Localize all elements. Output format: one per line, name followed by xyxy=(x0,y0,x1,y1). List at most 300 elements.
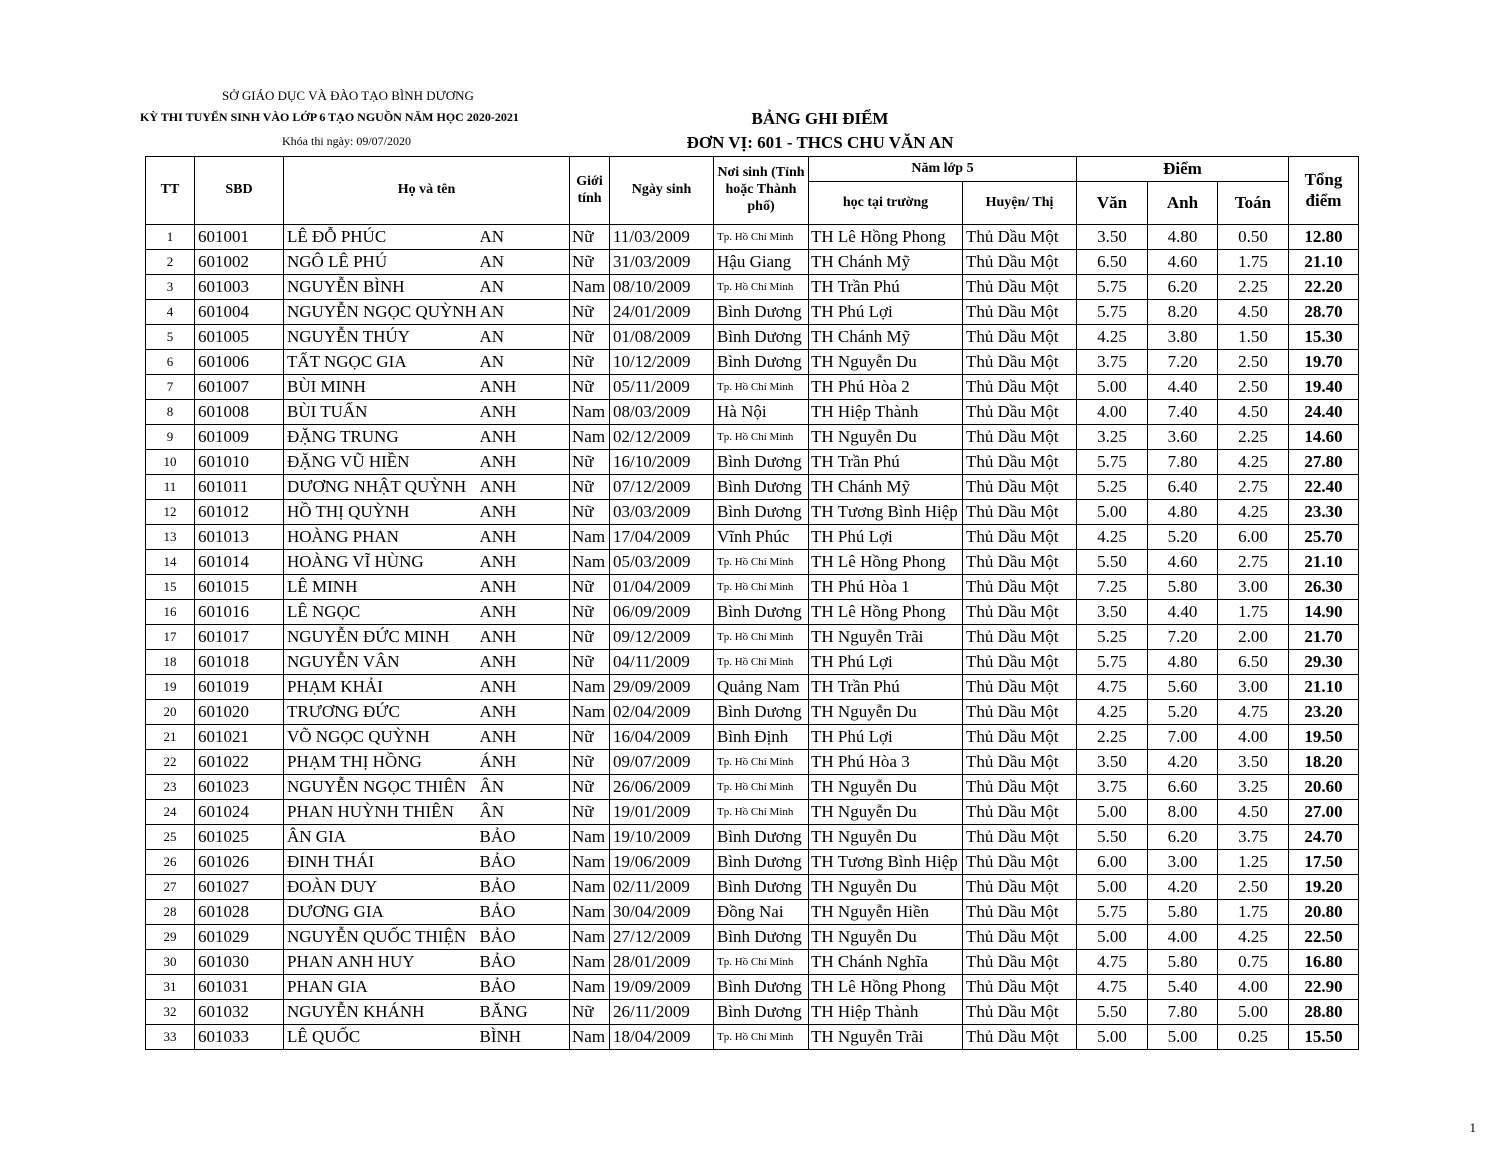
row-anh: 4.60 xyxy=(1148,250,1218,275)
row-gender: Nam xyxy=(570,700,610,725)
row-anh: 3.60 xyxy=(1148,425,1218,450)
row-dob: 09/07/2009 xyxy=(610,750,714,775)
row-toan: 2.75 xyxy=(1218,475,1289,500)
table-row xyxy=(146,725,1359,750)
row-total: 23.30 xyxy=(1289,500,1359,525)
row-firstname: ANH xyxy=(480,475,570,500)
row-dob: 17/04/2009 xyxy=(610,525,714,550)
row-van: 5.00 xyxy=(1077,875,1148,900)
row-school: TH Nguyễn Du xyxy=(809,875,963,900)
row-tt: 4 xyxy=(146,300,195,325)
table-row xyxy=(146,600,1359,625)
score-table xyxy=(145,156,1359,1050)
row-tt: 25 xyxy=(146,825,195,850)
row-district: Thủ Dầu Một xyxy=(963,975,1077,1000)
row-dob: 01/04/2009 xyxy=(610,575,714,600)
row-total: 27.80 xyxy=(1289,450,1359,475)
row-pob: Bình Dương xyxy=(714,600,809,625)
row-toan: 4.50 xyxy=(1218,400,1289,425)
row-firstname: AN xyxy=(480,300,570,325)
row-dob: 26/06/2009 xyxy=(610,775,714,800)
row-gender: Nữ xyxy=(570,1000,610,1025)
row-gender: Nữ xyxy=(570,300,610,325)
row-sbd: 601024 xyxy=(195,800,284,825)
row-sbd: 601030 xyxy=(195,950,284,975)
row-total: 19.40 xyxy=(1289,375,1359,400)
row-pob: Vĩnh Phúc xyxy=(714,525,809,550)
row-district: Thủ Dầu Một xyxy=(963,825,1077,850)
row-tt: 33 xyxy=(146,1025,195,1050)
exam-date: Khóa thi ngày: 09/07/2020 xyxy=(282,134,411,148)
row-school: TH Hiệp Thành xyxy=(809,1000,963,1025)
row-school: TH Phú Hòa 2 xyxy=(809,375,963,400)
row-sbd: 601028 xyxy=(195,900,284,925)
row-toan: 1.75 xyxy=(1218,250,1289,275)
row-school: TH Chánh Mỹ xyxy=(809,325,963,350)
row-district: Thủ Dầu Một xyxy=(963,525,1077,550)
table-row xyxy=(146,425,1359,450)
row-tt: 5 xyxy=(146,325,195,350)
row-pob: Bình Dương xyxy=(714,700,809,725)
row-tt: 31 xyxy=(146,975,195,1000)
row-surname: VÕ NGỌC QUỲNH xyxy=(284,725,480,750)
table-row xyxy=(146,250,1359,275)
row-anh: 7.20 xyxy=(1148,350,1218,375)
row-tt: 26 xyxy=(146,850,195,875)
table-row xyxy=(146,925,1359,950)
row-firstname: ANH xyxy=(480,725,570,750)
row-sbd: 601022 xyxy=(195,750,284,775)
row-toan: 1.50 xyxy=(1218,325,1289,350)
row-van: 3.75 xyxy=(1077,350,1148,375)
row-school: TH Lê Hồng Phong xyxy=(809,975,963,1000)
row-total: 27.00 xyxy=(1289,800,1359,825)
row-tt: 15 xyxy=(146,575,195,600)
row-toan: 3.00 xyxy=(1218,675,1289,700)
row-anh: 4.80 xyxy=(1148,500,1218,525)
row-tt: 9 xyxy=(146,425,195,450)
row-total: 16.80 xyxy=(1289,950,1359,975)
row-surname: PHAN ANH HUY xyxy=(284,950,480,975)
row-van: 3.25 xyxy=(1077,425,1148,450)
row-dob: 27/12/2009 xyxy=(610,925,714,950)
table-row xyxy=(146,1025,1359,1050)
row-sbd: 601007 xyxy=(195,375,284,400)
row-dob: 08/10/2009 xyxy=(610,275,714,300)
row-total: 22.50 xyxy=(1289,925,1359,950)
row-total: 18.20 xyxy=(1289,750,1359,775)
row-anh: 6.20 xyxy=(1148,825,1218,850)
row-gender: Nam xyxy=(570,900,610,925)
row-pob: Bình Dương xyxy=(714,925,809,950)
row-district: Thủ Dầu Một xyxy=(963,225,1077,250)
row-gender: Nữ xyxy=(570,450,610,475)
row-dob: 02/04/2009 xyxy=(610,700,714,725)
row-gender: Nữ xyxy=(570,325,610,350)
row-pob: Tp. Hồ Chí Minh xyxy=(714,375,809,400)
row-gender: Nam xyxy=(570,850,610,875)
row-anh: 6.60 xyxy=(1148,775,1218,800)
row-dob: 09/12/2009 xyxy=(610,625,714,650)
row-gender: Nữ xyxy=(570,475,610,500)
row-van: 5.25 xyxy=(1077,475,1148,500)
row-district: Thủ Dầu Một xyxy=(963,900,1077,925)
row-total: 15.30 xyxy=(1289,325,1359,350)
row-anh: 4.20 xyxy=(1148,875,1218,900)
row-school: TH Chánh Mỹ xyxy=(809,250,963,275)
row-dob: 05/03/2009 xyxy=(610,550,714,575)
row-firstname: BẢO xyxy=(480,850,570,875)
row-gender: Nam xyxy=(570,275,610,300)
row-tt: 3 xyxy=(146,275,195,300)
row-toan: 3.00 xyxy=(1218,575,1289,600)
row-tt: 14 xyxy=(146,550,195,575)
row-pob: Bình Dương xyxy=(714,1000,809,1025)
col-total: Tổng điểm xyxy=(1289,157,1359,225)
row-dob: 31/03/2009 xyxy=(610,250,714,275)
row-pob: Bình Dương xyxy=(714,875,809,900)
row-anh: 7.80 xyxy=(1148,450,1218,475)
row-district: Thủ Dầu Một xyxy=(963,700,1077,725)
row-sbd: 601002 xyxy=(195,250,284,275)
row-firstname: AN xyxy=(480,350,570,375)
row-tt: 19 xyxy=(146,675,195,700)
col-tt: TT xyxy=(146,157,195,225)
row-anh: 4.00 xyxy=(1148,925,1218,950)
table-row xyxy=(146,900,1359,925)
row-firstname: BẢO xyxy=(480,925,570,950)
row-gender: Nữ xyxy=(570,250,610,275)
row-van: 5.00 xyxy=(1077,925,1148,950)
row-school: TH Trần Phú xyxy=(809,675,963,700)
row-firstname: BẢO xyxy=(480,825,570,850)
row-district: Thủ Dầu Một xyxy=(963,500,1077,525)
row-sbd: 601006 xyxy=(195,350,284,375)
row-total: 22.90 xyxy=(1289,975,1359,1000)
row-gender: Nữ xyxy=(570,625,610,650)
row-sbd: 601032 xyxy=(195,1000,284,1025)
row-school: TH Nguyễn Du xyxy=(809,700,963,725)
row-tt: 27 xyxy=(146,875,195,900)
row-van: 5.00 xyxy=(1077,375,1148,400)
row-van: 4.00 xyxy=(1077,400,1148,425)
row-dob: 08/03/2009 xyxy=(610,400,714,425)
row-sbd: 601005 xyxy=(195,325,284,350)
row-firstname: ANH xyxy=(480,600,570,625)
row-tt: 1 xyxy=(146,225,195,250)
row-district: Thủ Dầu Một xyxy=(963,550,1077,575)
row-toan: 3.50 xyxy=(1218,750,1289,775)
col-anh: Anh xyxy=(1148,182,1218,225)
table-row xyxy=(146,550,1359,575)
row-toan: 3.75 xyxy=(1218,825,1289,850)
row-gender: Nữ xyxy=(570,500,610,525)
row-van: 5.00 xyxy=(1077,800,1148,825)
row-school: TH Nguyễn Du xyxy=(809,350,963,375)
row-firstname: ANH xyxy=(480,550,570,575)
row-surname: NGÔ LÊ PHÚ xyxy=(284,250,480,275)
row-firstname: ANH xyxy=(480,525,570,550)
row-anh: 5.20 xyxy=(1148,700,1218,725)
row-total: 19.20 xyxy=(1289,875,1359,900)
row-total: 14.60 xyxy=(1289,425,1359,450)
row-gender: Nữ xyxy=(570,575,610,600)
row-sbd: 601009 xyxy=(195,425,284,450)
row-anh: 5.80 xyxy=(1148,575,1218,600)
row-pob: Bình Dương xyxy=(714,450,809,475)
row-district: Thủ Dầu Một xyxy=(963,300,1077,325)
row-school: TH Nguyễn Du xyxy=(809,925,963,950)
row-toan: 0.50 xyxy=(1218,225,1289,250)
row-school: TH Nguyễn Du xyxy=(809,800,963,825)
table-row xyxy=(146,375,1359,400)
row-surname: LÊ NGỌC xyxy=(284,600,480,625)
row-school: TH Hiệp Thành xyxy=(809,400,963,425)
row-firstname: ÁNH xyxy=(480,750,570,775)
row-van: 6.00 xyxy=(1077,850,1148,875)
row-toan: 3.25 xyxy=(1218,775,1289,800)
row-school: TH Phú Hòa 1 xyxy=(809,575,963,600)
row-district: Thủ Dầu Một xyxy=(963,350,1077,375)
row-pob: Tp. Hồ Chí Minh xyxy=(714,1025,809,1050)
col-gender: Giới tính xyxy=(570,157,610,225)
row-pob: Tp. Hồ Chí Minh xyxy=(714,625,809,650)
row-district: Thủ Dầu Một xyxy=(963,650,1077,675)
row-toan: 4.50 xyxy=(1218,300,1289,325)
col-scores: Điểm xyxy=(1077,157,1289,182)
row-toan: 5.00 xyxy=(1218,1000,1289,1025)
row-firstname: ANH xyxy=(480,650,570,675)
row-pob: Tp. Hồ Chí Minh xyxy=(714,950,809,975)
row-pob: Tp. Hồ Chí Minh xyxy=(714,650,809,675)
table-row xyxy=(146,675,1359,700)
row-anh: 6.40 xyxy=(1148,475,1218,500)
row-anh: 5.80 xyxy=(1148,900,1218,925)
row-sbd: 601010 xyxy=(195,450,284,475)
row-district: Thủ Dầu Một xyxy=(963,775,1077,800)
row-sbd: 601012 xyxy=(195,500,284,525)
table-row xyxy=(146,625,1359,650)
row-firstname: BẢO xyxy=(480,975,570,1000)
row-pob: Tp. Hồ Chí Minh xyxy=(714,800,809,825)
row-toan: 2.50 xyxy=(1218,875,1289,900)
row-school: TH Lê Hồng Phong xyxy=(809,600,963,625)
row-pob: Quảng Nam xyxy=(714,675,809,700)
row-gender: Nam xyxy=(570,925,610,950)
table-row xyxy=(146,750,1359,775)
row-van: 5.50 xyxy=(1077,550,1148,575)
row-district: Thủ Dầu Một xyxy=(963,600,1077,625)
col-dob: Ngày sinh xyxy=(610,157,714,225)
row-firstname: ANH xyxy=(480,450,570,475)
row-total: 19.70 xyxy=(1289,350,1359,375)
row-sbd: 601025 xyxy=(195,825,284,850)
row-firstname: ANH xyxy=(480,500,570,525)
row-district: Thủ Dầu Một xyxy=(963,575,1077,600)
row-tt: 30 xyxy=(146,950,195,975)
row-gender: Nữ xyxy=(570,775,610,800)
row-surname: LÊ QUỐC xyxy=(284,1025,480,1050)
department-name: SỞ GIÁO DỤC VÀ ĐÀO TẠO BÌNH DƯƠNG xyxy=(222,88,474,103)
row-total: 23.20 xyxy=(1289,700,1359,725)
table-row xyxy=(146,225,1359,250)
row-dob: 30/04/2009 xyxy=(610,900,714,925)
row-district: Thủ Dầu Một xyxy=(963,475,1077,500)
row-dob: 19/06/2009 xyxy=(610,850,714,875)
row-total: 28.70 xyxy=(1289,300,1359,325)
row-firstname: BẢO xyxy=(480,875,570,900)
row-van: 3.50 xyxy=(1077,600,1148,625)
row-toan: 4.25 xyxy=(1218,450,1289,475)
row-toan: 1.75 xyxy=(1218,900,1289,925)
row-anh: 5.20 xyxy=(1148,525,1218,550)
row-district: Thủ Dầu Một xyxy=(963,450,1077,475)
row-dob: 10/12/2009 xyxy=(610,350,714,375)
row-dob: 07/12/2009 xyxy=(610,475,714,500)
row-tt: 11 xyxy=(146,475,195,500)
row-dob: 19/01/2009 xyxy=(610,800,714,825)
row-anh: 3.80 xyxy=(1148,325,1218,350)
row-total: 21.70 xyxy=(1289,625,1359,650)
row-firstname: AN xyxy=(480,325,570,350)
row-firstname: BẢO xyxy=(480,950,570,975)
row-tt: 20 xyxy=(146,700,195,725)
table-row xyxy=(146,1000,1359,1025)
row-pob: Bình Dương xyxy=(714,850,809,875)
row-school: TH Phú Lợi xyxy=(809,300,963,325)
row-surname: NGUYỄN THÚY xyxy=(284,325,480,350)
row-tt: 10 xyxy=(146,450,195,475)
row-dob: 26/11/2009 xyxy=(610,1000,714,1025)
row-dob: 18/04/2009 xyxy=(610,1025,714,1050)
row-surname: BÙI TUẤN xyxy=(284,400,480,425)
row-total: 14.90 xyxy=(1289,600,1359,625)
row-district: Thủ Dầu Một xyxy=(963,325,1077,350)
row-tt: 21 xyxy=(146,725,195,750)
row-total: 26.30 xyxy=(1289,575,1359,600)
row-dob: 02/11/2009 xyxy=(610,875,714,900)
row-toan: 6.50 xyxy=(1218,650,1289,675)
row-toan: 4.00 xyxy=(1218,725,1289,750)
row-total: 21.10 xyxy=(1289,550,1359,575)
row-van: 3.50 xyxy=(1077,750,1148,775)
row-surname: ĐOÀN DUY xyxy=(284,875,480,900)
row-sbd: 601031 xyxy=(195,975,284,1000)
row-sbd: 601023 xyxy=(195,775,284,800)
row-toan: 2.75 xyxy=(1218,550,1289,575)
row-firstname: ANH xyxy=(480,625,570,650)
row-sbd: 601027 xyxy=(195,875,284,900)
row-pob: Hà Nội xyxy=(714,400,809,425)
row-school: TH Phú Lợi xyxy=(809,650,963,675)
table-row xyxy=(146,775,1359,800)
row-firstname: ANH xyxy=(480,375,570,400)
row-toan: 1.75 xyxy=(1218,600,1289,625)
row-surname: LÊ ĐỖ PHÚC xyxy=(284,225,480,250)
row-gender: Nữ xyxy=(570,800,610,825)
row-anh: 4.40 xyxy=(1148,375,1218,400)
row-pob: Bình Dương xyxy=(714,825,809,850)
table-row xyxy=(146,475,1359,500)
row-surname: DƯƠNG NHẬT QUỲNH xyxy=(284,475,480,500)
table-row xyxy=(146,300,1359,325)
row-district: Thủ Dầu Một xyxy=(963,875,1077,900)
row-tt: 29 xyxy=(146,925,195,950)
row-dob: 11/03/2009 xyxy=(610,225,714,250)
row-anh: 4.80 xyxy=(1148,650,1218,675)
row-surname: ĐINH THÁI xyxy=(284,850,480,875)
row-tt: 7 xyxy=(146,375,195,400)
row-school: TH Tương Bình Hiệp xyxy=(809,850,963,875)
row-toan: 4.25 xyxy=(1218,925,1289,950)
row-anh: 7.40 xyxy=(1148,400,1218,425)
row-gender: Nam xyxy=(570,950,610,975)
row-dob: 06/09/2009 xyxy=(610,600,714,625)
row-school: TH Chánh Nghĩa xyxy=(809,950,963,975)
row-anh: 5.40 xyxy=(1148,975,1218,1000)
row-anh: 4.40 xyxy=(1148,600,1218,625)
row-district: Thủ Dầu Một xyxy=(963,1025,1077,1050)
row-total: 19.50 xyxy=(1289,725,1359,750)
row-district: Thủ Dầu Một xyxy=(963,400,1077,425)
row-tt: 2 xyxy=(146,250,195,275)
row-toan: 2.00 xyxy=(1218,625,1289,650)
row-district: Thủ Dầu Một xyxy=(963,1000,1077,1025)
table-row xyxy=(146,525,1359,550)
row-gender: Nam xyxy=(570,400,610,425)
table-row xyxy=(146,975,1359,1000)
row-toan: 1.25 xyxy=(1218,850,1289,875)
row-total: 24.40 xyxy=(1289,400,1359,425)
row-pob: Đồng Nai xyxy=(714,900,809,925)
table-row xyxy=(146,950,1359,975)
row-total: 22.20 xyxy=(1289,275,1359,300)
row-van: 3.75 xyxy=(1077,775,1148,800)
row-surname: NGUYỄN ĐỨC MINH xyxy=(284,625,480,650)
row-pob: Bình Dương xyxy=(714,325,809,350)
row-school: TH Trần Phú xyxy=(809,450,963,475)
row-school: TH Lê Hồng Phong xyxy=(809,550,963,575)
row-pob: Tp. Hồ Chí Minh xyxy=(714,775,809,800)
row-gender: Nam xyxy=(570,675,610,700)
row-district: Thủ Dầu Một xyxy=(963,425,1077,450)
row-total: 20.80 xyxy=(1289,900,1359,925)
row-surname: HỒ THỊ QUỲNH xyxy=(284,500,480,525)
row-total: 12.80 xyxy=(1289,225,1359,250)
row-anh: 3.00 xyxy=(1148,850,1218,875)
row-district: Thủ Dầu Một xyxy=(963,250,1077,275)
row-van: 5.00 xyxy=(1077,500,1148,525)
row-anh: 5.00 xyxy=(1148,1025,1218,1050)
row-van: 2.25 xyxy=(1077,725,1148,750)
row-anh: 4.60 xyxy=(1148,550,1218,575)
row-toan: 4.75 xyxy=(1218,700,1289,725)
row-firstname: AN xyxy=(480,275,570,300)
row-pob: Tp. Hồ Chí Minh xyxy=(714,575,809,600)
col-grade5: Năm lớp 5 xyxy=(809,157,1077,182)
row-gender: Nam xyxy=(570,825,610,850)
row-surname: ĐẶNG VŨ HIỀN xyxy=(284,450,480,475)
table-row xyxy=(146,275,1359,300)
row-dob: 29/09/2009 xyxy=(610,675,714,700)
row-pob: Tp. Hồ Chí Minh xyxy=(714,275,809,300)
row-surname: HOÀNG PHAN xyxy=(284,525,480,550)
row-sbd: 601020 xyxy=(195,700,284,725)
row-van: 5.75 xyxy=(1077,275,1148,300)
row-dob: 16/04/2009 xyxy=(610,725,714,750)
row-firstname: ANH xyxy=(480,575,570,600)
row-school: TH Nguyễn Du xyxy=(809,775,963,800)
